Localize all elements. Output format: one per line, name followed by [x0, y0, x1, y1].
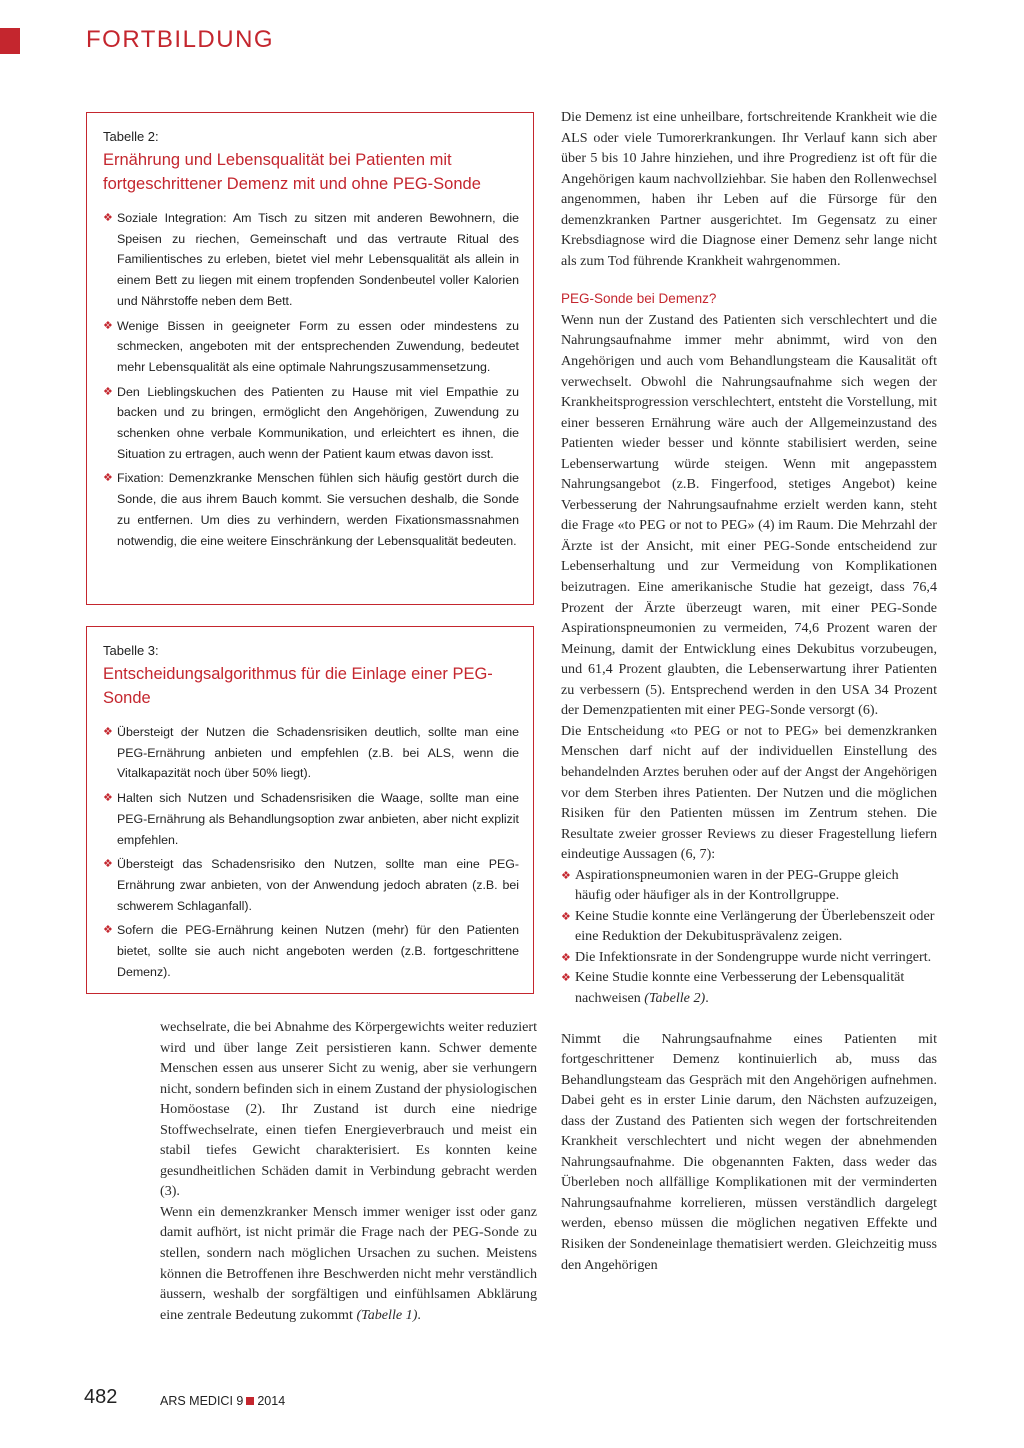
diamond-bullet-icon: ❖	[103, 726, 113, 738]
diamond-bullet-icon: ❖	[103, 792, 113, 805]
paragraph: Wenn nun der Zustand des Patienten sich verschlechtert und die Nahrungsaufnahme immer mehr abnimmt, wird von den Angehörigen und auch vom Behandlungsteam die Kausalität oft verwechselt. Obwohl die Nahrungsaufnahme sich wegen der Krankheitsprogression verschlechtert, entsteht die Vorstellung, mit einer besseren Ernährung wäre auch der Allgemeinzustand des Patienten wieder besser und könnte stabilisiert werden, seine Lebenserwartung würde steigen. Wenn mit angepasstem Nahrungsangebot (z.B. Fingerfood, stetiges Angebot) keine Verbesserung der Nahrungsaufnahme erzielt werden kann, steht die Frage «to PEG or not to PEG» (4) im Raum. Die Mehrzahl der Ärzte ist der Ansicht, mit einer PEG-Sonde entscheidend zur Lebenserhaltung und zur Vermeidung von Komplikationen beizutragen. Eine amerikanische Studie hat gezeigt, dass 76,4 Prozent der Ärzte überzeugt waren, mit einer PEG-Sonde Aspirationspneumonien zu vermeiden, 74,6 Prozent waren der Meinung, damit der Entwicklung eines Dekubitus vorzubeugen, und 61,4 Prozent glaubten, die Lebenserwartung ihrer Patienten zu verbessern (5). Entsprechend werden in den USA 34 Prozent der Demenzpatienten mit einer PEG-Sonde versorgt (6).	[561, 311, 937, 719]
table-reference-link[interactable]: (Tabelle 1)	[356, 1306, 418, 1323]
list-item-text: Sofern die PEG-Ernährung keinen Nutzen (mehr) für den Patienten bietet, sollte sie auch nicht angeboten werden (z.B. fortgeschrittene Demenz).	[117, 923, 519, 979]
list-item	[561, 967, 937, 1008]
list-item	[561, 865, 937, 906]
list-item	[103, 208, 519, 312]
list-item-text: Keine Studie konnte eine Verbesserung der Lebensqualität nachweisen	[575, 969, 905, 1006]
list-item	[103, 316, 519, 378]
list-item	[103, 468, 519, 551]
table-2-title: Ernährung und Lebensqualität bei Patienten mit fortgeschrittener Demenz mit und ohne PEG-Sonde	[103, 151, 481, 193]
list-item	[103, 920, 519, 982]
diamond-bullet-icon: ❖	[561, 869, 571, 882]
list-item-text: Soziale Integration: Am Tisch zu sitzen mit anderen Bewohnern, die Speisen zu riechen, Gemeinschaft und das vertraute Ritual des Familientisches zu erleben, bietet viel mehr Lebensqualität als allein in einem Bett zu liegen mit einem tropfenden Sondenbeutel voller Kalorien und Nährstoffe neben dem Bett.	[117, 211, 519, 308]
paragraph	[160, 1202, 537, 1325]
page-number: 482	[84, 1386, 118, 1408]
diamond-bullet-icon: ❖	[561, 972, 571, 985]
magazine-issue	[160, 1394, 285, 1408]
list-item-text: Die Infektionsrate in der Sondengruppe wurde nicht verringert.	[575, 948, 932, 965]
right-text-column	[561, 107, 937, 1275]
list-item	[561, 947, 937, 968]
table-3-list	[103, 722, 519, 982]
list-item	[103, 854, 519, 916]
list-item	[103, 382, 519, 465]
table-2-label: Tabelle 2:	[103, 129, 159, 144]
list-item	[103, 722, 519, 784]
diamond-bullet-icon: ❖	[103, 472, 113, 485]
list-item-text: Übersteigt das Schadensrisiko den Nutzen, sollte man eine PEG-Ernährung zwar anbieten, von der Anwendung jedoch abraten (z.B. bei schwerem Schlaganfall).	[117, 857, 519, 913]
table-reference-link[interactable]: (Tabelle 2)	[644, 989, 706, 1006]
table-3-label: Tabelle 3:	[103, 643, 159, 658]
table-2-list	[103, 208, 519, 551]
list-item-end: .	[705, 989, 709, 1006]
paragraph-end: .	[417, 1306, 421, 1323]
list-item-text: Fixation: Demenzkranke Menschen fühlen sich häufig gestört durch die Sonde, die aus ihrem Bauch kommt. Sie versuchen deshalb, die Sonde zu entfernen. Um dies zu verhindern, werden Fixationsmassnahmen notwendig, die eine weitere Einschränkung der Lebensqualität bedeuten.	[117, 471, 519, 548]
diamond-bullet-icon: ❖	[103, 319, 113, 332]
diamond-bullet-icon: ❖	[103, 924, 113, 937]
list-item-text: Keine Studie konnte eine Verlängerung der Überlebenszeit oder eine Reduktion der Dekubitusprävalenz zeigen.	[575, 907, 935, 945]
paragraph: Die Demenz ist eine unheilbare, fortschreitende Krankheit wie die ALS oder viele Tumorerkrankungen. Ihr Verlauf kann sich aber über 5 bis 10 Jahre hinziehen, und ihre Progredienz ist oft für die Angehörigen kaum nachvollziehbar. Sie haben den Rollenwechsel angenommen, haben ihr Leben auf die Fürsorge für den demenzkranken Partner ausgerichtet. Im Gegensatz zu einer Krebsdiagnose wird die Diagnose einer Demenz sehr lange nicht als zum Tod führende Krankheit wahrgenommen.	[561, 109, 937, 269]
list-item	[103, 788, 519, 850]
diamond-bullet-icon: ❖	[103, 385, 113, 398]
section-title: FORTBILDUNG	[86, 26, 275, 53]
magazine-name: ARS MEDICI 9	[160, 1394, 244, 1408]
paragraph: wechselrate, die bei Abnahme des Körpergewichts weiter reduziert wird und über lange Zeit persistieren kann. Schwer demente Menschen essen aus unserer Sicht zu wenig, aber sie verhungern nicht, sondern befinden sich in einem Zustand der physiologischen Homöostase (2). Ihr Zustand ist durch eine niedrige Stoffwechselrate, einen tiefen Energieverbrauch und meist ein stabil tiefes Gewicht charakterisiert. Es konnten keine gesundheitlichen Schäden damit in Verbindung gebracht werden (3).	[160, 1019, 537, 1200]
paragraph: Nimmt die Nahrungsaufnahme eines Patienten mit fortgeschrittener Demenz kontinuierlich ab, muss das Behandlungsteam das Gespräch mit den Angehörigen aufnehmen. Dabei geht es in erster Linie darum, den Nächsten aufzuzeigen, dass der Zustand des Patienten sich wegen der fortschreitenden Krankheit verschlechtert und nicht wegen der abnehmenden Nahrungsaufnahme. Die obgenannten Fakten, dass weder das Überleben noch allfällige Komplikationen mit der verminderten Nahrungsaufnahme korrelieren, müssen verständlich dargelegt werden, ebenso müssen die möglichen negativen Effekte und Risiken der Sondeneinlage thematisiert werden. Gleichzeitig muss den Angehörigen	[561, 1030, 937, 1273]
left-text-column	[160, 1017, 537, 1325]
table-2-box	[86, 112, 534, 605]
list-item-text: Wenige Bissen in geeigneter Form zu essen oder mindestens zu schmecken, angeboten mit der entsprechenden Zuwendung, bedeutet mehr Lebensqualität als eine optimale Nahrungszusammensetzung.	[117, 318, 519, 374]
list-item-text: Den Lieblingskuchen des Patienten zu Hause mit viel Empathie zu backen und zu bringen, ermöglicht den Angehörigen, Zuwendung zu schenken ohne verbale Kommunikation, und erleichtert es ihnen, die Situation zu ertragen, auch wenn der Patient kaum etwas davon isst.	[117, 384, 519, 461]
diamond-bullet-icon: ❖	[561, 951, 571, 964]
findings-list	[561, 865, 937, 1009]
diamond-bullet-icon: ❖	[103, 212, 113, 224]
table-3-box	[86, 626, 534, 994]
list-item-text: Übersteigt der Nutzen die Schadensrisiken deutlich, sollte man eine PEG-Ernährung anbieten und empfehlen (z.B. bei ALS, wenn die Vitalkapazität noch über 50% liegt).	[117, 725, 519, 781]
diamond-bullet-icon: ❖	[103, 858, 113, 871]
diamond-bullet-icon: ❖	[561, 910, 571, 923]
list-item-text: Aspirationspneumonien waren in der PEG-Gruppe gleich häufig oder häufiger als in der Kontrollgruppe.	[575, 866, 899, 904]
paragraph-text: Wenn ein demenzkranker Mensch immer weniger isst oder ganz damit aufhört, ist nicht primär die Frage nach der PEG-Sonde zu stellen, sondern nach möglichen Ursachen zu suchen. Meistens können die Betroffenen ihre Beschwerden nicht mehr verständlich äussern, weshalb der sorgfältigen und einfühlsamen Abklärung eine zentrale Bedeutung zukommt	[160, 1203, 537, 1323]
list-item	[561, 906, 937, 947]
table-3-title: Entscheidungsalgorithmus für die Einlage einer PEG-Sonde	[103, 665, 493, 707]
section-color-bar	[0, 28, 20, 54]
subheading: PEG-Sonde bei Demenz?	[561, 291, 717, 307]
magazine-year: 2014	[257, 1394, 286, 1408]
separator-square-icon	[246, 1397, 254, 1405]
paragraph: Die Entscheidung «to PEG or not to PEG» bei demenzkranken Menschen darf nicht auf der individuellen Einstellung des behandelnden Arztes beruhen oder auf der Angst der Angehörigen vor dem Sterben ihres Patienten. Der Nutzen und die möglichen Risiken für den Patienten müssen im Zentrum stehen. Die Resultate zweier grosser Reviews zu dieser Fragestellung liefern eindeutige Aussagen (6, 7):	[561, 722, 937, 863]
list-item-text: Halten sich Nutzen und Schadensrisiken die Waage, sollte man eine PEG-Ernährung als Behandlungsoption zwar anbieten, aber nicht explizit empfehlen.	[117, 791, 519, 847]
